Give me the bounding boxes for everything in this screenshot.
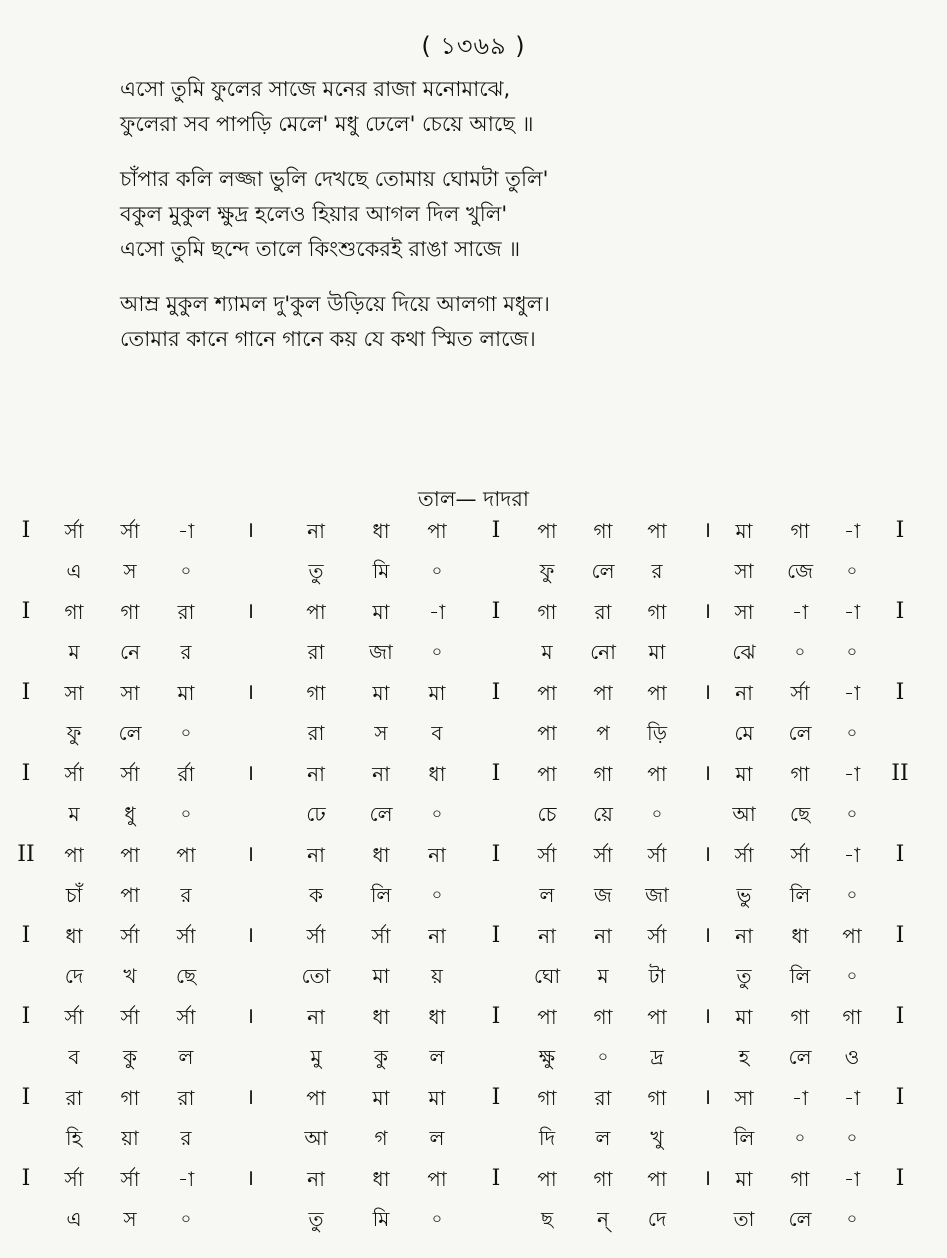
lyric-syllable: জা xyxy=(645,883,669,907)
swara-note: র্সা xyxy=(120,1005,140,1029)
bar-line: I xyxy=(491,923,501,948)
swara-note: -া xyxy=(428,600,446,624)
swara-note: গা xyxy=(537,1086,557,1110)
lyric-syllable: ০ xyxy=(180,804,192,823)
lyric-syllable: সা xyxy=(734,559,754,583)
swara-note: গা xyxy=(64,600,84,624)
swara-note: গা xyxy=(593,1005,613,1029)
swara-note: মা xyxy=(735,762,753,786)
lyric-syllable: ল xyxy=(429,1045,445,1069)
lyric-syllable: মি xyxy=(372,559,390,583)
swara-note: -া xyxy=(843,843,861,867)
swara-note: পা xyxy=(842,924,862,948)
lyric-syllable: ম xyxy=(68,640,80,664)
swara-note: র্সা xyxy=(64,1005,84,1029)
swara-note: মা xyxy=(372,600,390,624)
swara-note: না xyxy=(307,519,325,543)
lyric-syllable: ০ xyxy=(846,885,858,904)
swara-note: ধা xyxy=(65,924,83,948)
lyric-syllable: রা xyxy=(307,721,325,745)
swara-note: মা xyxy=(735,1005,753,1029)
bar-line: I xyxy=(491,1085,501,1110)
bar-line: । xyxy=(245,599,255,624)
lyric-syllable: ছে xyxy=(789,802,811,826)
swara-note: গা xyxy=(790,1005,810,1029)
swara-note: র্রা xyxy=(177,762,195,786)
lyric-syllable: লি xyxy=(789,883,811,907)
swara-note: রা xyxy=(594,600,612,624)
bar-line: । xyxy=(245,923,255,948)
swara-note: পা xyxy=(120,843,140,867)
bar-line: । xyxy=(702,842,712,867)
swara-note: পা xyxy=(537,1005,557,1029)
lyric-syllable: ক xyxy=(309,883,323,907)
bar-line: I xyxy=(21,599,31,624)
lyric-syllable: নো xyxy=(590,640,616,664)
lyric-line: আম্র মুকুল শ্যামল দু'কুল উড়িয়ে দিয়ে আলগা মধুল। xyxy=(120,292,550,316)
swara-note: না xyxy=(538,924,556,948)
swara-note: ধা xyxy=(372,1167,390,1191)
swara-note: মা xyxy=(177,681,195,705)
lyric-syllable: ম xyxy=(597,964,609,988)
lyric-syllable: ০ xyxy=(846,1128,858,1147)
bar-line: । xyxy=(702,518,712,543)
lyric-syllable: ভু xyxy=(736,883,752,907)
lyric-syllable: লি xyxy=(789,964,811,988)
bar-line: I xyxy=(491,680,501,705)
lyric-syllable: দি xyxy=(538,1126,556,1150)
lyric-line: তোমার কানে গানে গানে কয় যে কথা স্মিত লাজে। xyxy=(120,327,536,351)
swara-note: র্সা xyxy=(734,843,754,867)
swara-note: পা xyxy=(537,681,557,705)
lyric-syllable: ছ xyxy=(540,1207,554,1231)
swara-note: না xyxy=(428,843,446,867)
lyric-syllable: ০ xyxy=(846,561,858,580)
swara-note: র্সা xyxy=(647,843,667,867)
page-number: ( ১৩৬৯ ) xyxy=(421,32,526,60)
swara-note: পা xyxy=(176,843,196,867)
lyric-syllable: চে xyxy=(537,802,557,826)
swara-note: রা xyxy=(65,1086,83,1110)
lyric-syllable: ল xyxy=(429,1126,445,1150)
lyric-syllable: র xyxy=(180,640,192,664)
swara-note: পা xyxy=(593,681,613,705)
bar-line: । xyxy=(245,1166,255,1191)
lyric-syllable: হ xyxy=(738,1045,750,1069)
lyric-line: এসো তুমি ছন্দে তালে কিংশুকেরই রাঙা সাজে ॥ xyxy=(120,237,521,261)
lyric-syllable: য়া xyxy=(121,1126,139,1150)
lyric-stanza xyxy=(120,162,820,267)
lyrics xyxy=(120,72,820,377)
swara-note: না xyxy=(428,924,446,948)
lyric-syllable: ০ xyxy=(651,804,663,823)
lyric-syllable: র xyxy=(651,559,663,583)
swara-note: গা xyxy=(120,1086,140,1110)
lyric-syllable: জে xyxy=(786,559,813,583)
swara-note: পা xyxy=(64,843,84,867)
bar-line: । xyxy=(245,1004,255,1029)
swara-note: মা xyxy=(372,1086,390,1110)
swara-note: গা xyxy=(647,600,667,624)
swara-note: গা xyxy=(537,600,557,624)
swara-note: র্সা xyxy=(306,924,326,948)
bar-line: । xyxy=(702,1166,712,1191)
swara-note: -া xyxy=(843,1086,861,1110)
swara-note: সা xyxy=(734,1086,754,1110)
lyric-syllable: ড়ি xyxy=(646,721,667,745)
lyric-syllable: তো xyxy=(301,964,331,988)
lyric-syllable: খ xyxy=(123,964,137,988)
swara-note: র্সা xyxy=(64,762,84,786)
lyric-syllable: লি xyxy=(370,883,392,907)
lyric-syllable: স xyxy=(123,559,137,583)
lyric-syllable: য়ে xyxy=(593,802,613,826)
swara-note: -া xyxy=(791,600,809,624)
lyric-syllable: তু xyxy=(736,964,752,988)
lyric-syllable: তা xyxy=(733,1207,755,1231)
lyric-syllable: ০ xyxy=(431,561,443,580)
lyric-syllable: লে xyxy=(788,1045,812,1069)
lyric-syllable: ল xyxy=(595,1126,611,1150)
lyric-syllable: ম xyxy=(68,802,80,826)
swara-note: র্সা xyxy=(790,843,810,867)
lyric-stanza xyxy=(120,287,820,357)
swara-note: গা xyxy=(790,1167,810,1191)
lyric-syllable: লে xyxy=(591,559,615,583)
lyric-syllable: এ xyxy=(66,1207,82,1231)
lyric-syllable: ঝে xyxy=(732,640,756,664)
bar-line: I xyxy=(21,1166,31,1191)
swara-note: গা xyxy=(120,600,140,624)
swara-note: গা xyxy=(306,681,326,705)
swara-note: ধা xyxy=(372,1005,390,1029)
lyric-syllable: ল xyxy=(178,1045,194,1069)
lyric-line: চাঁপার কলি লজ্জা ভুলি দেখছে তোমায় ঘোমটা তুলি' xyxy=(120,167,549,191)
swara-note: গা xyxy=(593,1167,613,1191)
swara-note: রা xyxy=(177,1086,195,1110)
lyric-line: বকুল মুকুল ক্ষুদ্র হলেও হিয়ার আগল দিল খুলি' xyxy=(120,202,508,226)
lyric-syllable: লে xyxy=(788,721,812,745)
bar-line: I xyxy=(895,599,905,624)
lyric-syllable: পা xyxy=(120,883,140,907)
swara-note: রা xyxy=(594,1086,612,1110)
swara-note: মা xyxy=(735,519,753,543)
swara-note: র্সা xyxy=(120,1167,140,1191)
lyric-syllable: য় xyxy=(431,964,443,988)
lyric-syllable: কু xyxy=(123,1045,137,1069)
bar-line: I xyxy=(491,761,501,786)
swara-note: -া xyxy=(177,1167,195,1191)
swara-note: র্সা xyxy=(537,843,557,867)
swara-note: পা xyxy=(647,762,667,786)
lyric-syllable: ০ xyxy=(180,723,192,742)
lyric-syllable: ০ xyxy=(794,642,806,661)
lyric-syllable: ০ xyxy=(846,723,858,742)
lyric-syllable: গ xyxy=(374,1126,388,1150)
lyric-syllable: ফু xyxy=(66,721,82,745)
bar-line: I xyxy=(21,518,31,543)
lyric-syllable: ন্ xyxy=(597,1207,609,1231)
swara-note: -া xyxy=(843,600,861,624)
lyric-line: ফুলেরা সব পাপড়ি মেলে' মধু ঢেলে' চেয়ে আছে ॥ xyxy=(120,112,534,136)
bar-line: I xyxy=(895,1085,905,1110)
bar-line: I xyxy=(21,680,31,705)
lyric-syllable: খু xyxy=(650,1126,664,1150)
bar-line: I xyxy=(21,1004,31,1029)
lyric-syllable: ঘো xyxy=(533,964,561,988)
lyric-syllable: ০ xyxy=(431,804,443,823)
swara-note: র্সা xyxy=(64,1167,84,1191)
swara-note: সা xyxy=(64,681,84,705)
bar-line: । xyxy=(702,761,712,786)
bar-line: I xyxy=(21,761,31,786)
lyric-syllable: মু xyxy=(310,1045,322,1069)
swara-note: পা xyxy=(537,762,557,786)
swara-note: র্সা xyxy=(790,681,810,705)
lyric-syllable: লি xyxy=(733,1126,755,1150)
lyric-syllable: রা xyxy=(307,640,325,664)
swara-note: না xyxy=(735,924,753,948)
bar-line: I xyxy=(895,923,905,948)
swara-note: পা xyxy=(647,1167,667,1191)
taal-heading: তাল— দাদরা xyxy=(418,487,529,511)
bar-line: । xyxy=(245,518,255,543)
lyric-syllable: ০ xyxy=(846,642,858,661)
lyric-syllable: তু xyxy=(308,559,324,583)
bar-line: I xyxy=(21,923,31,948)
bar-line: I xyxy=(491,842,501,867)
lyric-syllable: ও xyxy=(844,1045,860,1069)
lyric-syllable: ০ xyxy=(846,966,858,985)
swara-note: পা xyxy=(427,1167,447,1191)
bar-line: । xyxy=(702,1004,712,1029)
lyric-syllable: মি xyxy=(372,1207,390,1231)
lyric-syllable: ০ xyxy=(180,1209,192,1228)
swara-note: র্সা xyxy=(120,519,140,543)
lyric-syllable: ০ xyxy=(794,1128,806,1147)
lyric-syllable: লে xyxy=(118,721,142,745)
lyric-syllable: স xyxy=(123,1207,137,1231)
lyric-syllable: দে xyxy=(64,964,84,988)
lyric-syllable: ধু xyxy=(124,802,136,826)
lyric-syllable: তু xyxy=(308,1207,324,1231)
bar-line: I xyxy=(491,1004,501,1029)
lyric-syllable: জ xyxy=(594,883,612,907)
lyric-syllable: ০ xyxy=(846,804,858,823)
lyric-syllable: লে xyxy=(788,1207,812,1231)
swara-note: মা xyxy=(735,1167,753,1191)
bar-line: I xyxy=(895,842,905,867)
swara-note: -া xyxy=(843,519,861,543)
swara-note: র্সা xyxy=(120,924,140,948)
lyric-syllable: ০ xyxy=(597,1047,609,1066)
lyric-syllable: দ্র xyxy=(650,1045,664,1069)
swara-note: রা xyxy=(177,600,195,624)
lyric-syllable: পা xyxy=(537,721,557,745)
swara-note: মা xyxy=(428,1086,446,1110)
lyric-syllable: আ xyxy=(304,1126,328,1150)
swara-note: মা xyxy=(372,681,390,705)
bar-line: । xyxy=(702,680,712,705)
swara-note: না xyxy=(307,1167,325,1191)
lyric-syllable: ০ xyxy=(180,561,192,580)
swara-note: না xyxy=(307,843,325,867)
swara-note: ধা xyxy=(791,924,809,948)
swara-note: -া xyxy=(177,519,195,543)
swara-note: গা xyxy=(593,762,613,786)
swara-note: পা xyxy=(647,681,667,705)
swara-note: না xyxy=(307,762,325,786)
bar-line: I xyxy=(21,1085,31,1110)
swara-note: সা xyxy=(120,681,140,705)
lyric-syllable: ০ xyxy=(431,885,443,904)
lyric-syllable: হি xyxy=(65,1126,83,1150)
lyric-syllable: র xyxy=(180,883,192,907)
bar-line: । xyxy=(702,923,712,948)
swara-note: না xyxy=(735,681,753,705)
bar-line: II xyxy=(17,842,35,867)
swara-note: পা xyxy=(306,1086,326,1110)
swara-note: গা xyxy=(842,1005,862,1029)
lyric-syllable: টা xyxy=(648,964,666,988)
swara-note: গা xyxy=(593,519,613,543)
swara-note: পা xyxy=(647,519,667,543)
bar-line: I xyxy=(895,1004,905,1029)
swara-note: পা xyxy=(647,1005,667,1029)
lyric-stanza xyxy=(120,72,820,142)
swara-note: র্সা xyxy=(647,924,667,948)
lyric-syllable: এ xyxy=(66,559,82,583)
bar-line: । xyxy=(245,761,255,786)
swara-note: পা xyxy=(427,519,447,543)
bar-line: I xyxy=(491,599,501,624)
swara-note: -া xyxy=(791,1086,809,1110)
lyric-syllable: দে xyxy=(647,1207,667,1231)
bar-line: I xyxy=(895,680,905,705)
swara-note: র্সা xyxy=(120,762,140,786)
swara-note: না xyxy=(307,1005,325,1029)
swara-note: মা xyxy=(428,681,446,705)
swara-note: গা xyxy=(790,519,810,543)
bar-line: I xyxy=(895,518,905,543)
lyric-syllable: জা xyxy=(369,640,393,664)
swara-note: ধা xyxy=(372,519,390,543)
lyric-syllable: ব xyxy=(431,721,443,745)
lyric-syllable: আ xyxy=(732,802,756,826)
lyric-line: এসো তুমি ফুলের সাজে মনের রাজা মনোমাঝে, xyxy=(120,77,511,101)
swara-note: সা xyxy=(734,600,754,624)
swara-note: -া xyxy=(843,681,861,705)
swara-note: -া xyxy=(843,1167,861,1191)
lyric-syllable: ল xyxy=(539,883,555,907)
bar-line: I xyxy=(491,1166,501,1191)
lyric-syllable: মা xyxy=(372,964,390,988)
lyric-syllable: স xyxy=(374,721,388,745)
bar-line: । xyxy=(702,599,712,624)
lyric-syllable: ব xyxy=(68,1045,80,1069)
lyric-syllable: ছে xyxy=(175,964,197,988)
lyric-syllable: প xyxy=(596,721,610,745)
lyric-syllable: নে xyxy=(119,640,141,664)
lyric-syllable: ঢে xyxy=(306,802,326,826)
lyric-syllable: ম xyxy=(541,640,553,664)
swara-note: র্সা xyxy=(593,843,613,867)
bar-line: । xyxy=(702,1085,712,1110)
bar-line: । xyxy=(245,1085,255,1110)
lyric-syllable: ০ xyxy=(431,642,443,661)
swara-note: র্সা xyxy=(176,1005,196,1029)
swara-note: না xyxy=(372,762,390,786)
lyric-syllable: ক্ষু xyxy=(538,1045,556,1069)
swara-note: পা xyxy=(537,1167,557,1191)
swara-note: পা xyxy=(537,519,557,543)
lyric-syllable: ০ xyxy=(846,1209,858,1228)
swara-note: ধা xyxy=(428,762,446,786)
swara-note: গা xyxy=(647,1086,667,1110)
swara-note: না xyxy=(594,924,612,948)
lyric-syllable: কু xyxy=(374,1045,388,1069)
lyric-syllable: চাঁ xyxy=(65,883,83,907)
bar-line: II xyxy=(891,761,909,786)
lyric-syllable: র xyxy=(180,1126,192,1150)
notation-grid xyxy=(0,515,947,1245)
bar-line: I xyxy=(895,1166,905,1191)
lyric-syllable: ০ xyxy=(431,1209,443,1228)
swara-note: গা xyxy=(790,762,810,786)
lyric-syllable: লে xyxy=(369,802,393,826)
swara-note: -া xyxy=(843,762,861,786)
swara-note: র্সা xyxy=(64,519,84,543)
swara-note: র্সা xyxy=(176,924,196,948)
lyric-syllable: মা xyxy=(648,640,666,664)
bar-line: । xyxy=(245,842,255,867)
lyric-syllable: মে xyxy=(734,721,754,745)
lyric-syllable: ফু xyxy=(539,559,555,583)
swara-note: পা xyxy=(306,600,326,624)
swara-note: ধা xyxy=(372,843,390,867)
bar-line: I xyxy=(491,518,501,543)
bar-line: । xyxy=(245,680,255,705)
swara-note: ধা xyxy=(428,1005,446,1029)
swara-note: র্সা xyxy=(371,924,391,948)
